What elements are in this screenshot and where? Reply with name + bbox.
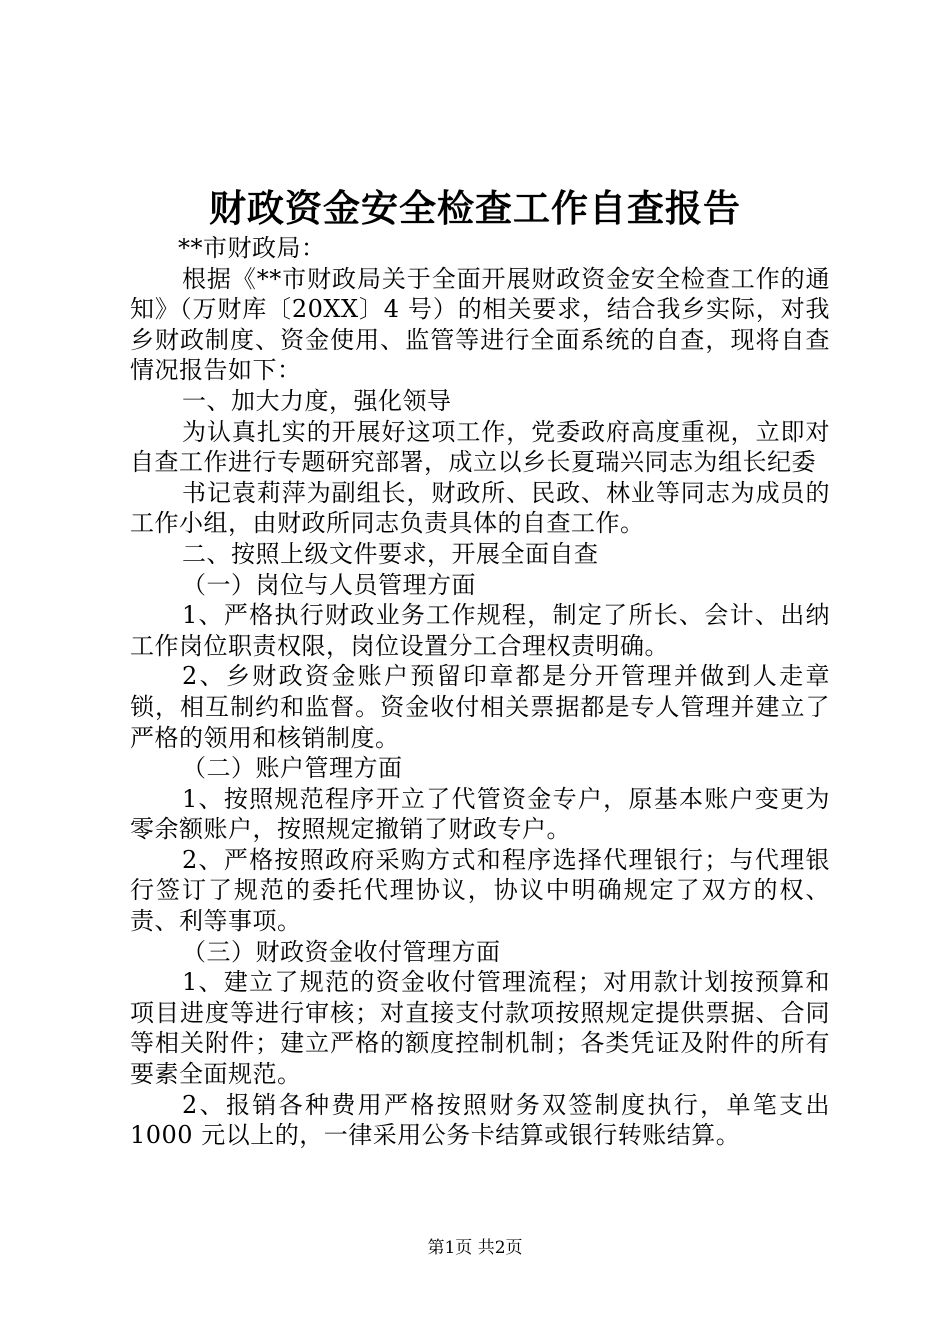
section-heading-1: 一、加大力度，强化领导 bbox=[182, 386, 452, 415]
subsection-heading-3: （三）财政资金收付管理方面 bbox=[182, 937, 501, 966]
section-heading-2: 二、按照上级文件要求，开展全面自查 bbox=[182, 539, 599, 568]
body-paragraph: 2、乡财政资金账户预留印章都是分开管理并做到人走章锁，相互制约和监督。资金收付相关票据都是专人管理并建立了严格的领用和核销制度。 bbox=[130, 662, 830, 752]
body-paragraph: 书记袁莉萍为副组长，财政所、民政、林业等同志为成员的工作小组，由财政所同志负责具体的自查工作。 bbox=[130, 478, 830, 538]
intro-paragraph: 根据《**市财政局关于全面开展财政资金安全检查工作的通知》（万财库〔20XX〕4 号）的相关要求，结合我乡实际，对我乡财政制度、资金使用、监管等进行全面系统的自查，现将自查情况报告如下： bbox=[130, 264, 830, 385]
subsection-heading-1: （一）岗位与人员管理方面 bbox=[182, 570, 476, 599]
document-body bbox=[130, 233, 830, 1151]
body-paragraph: 2、严格按照政府采购方式和程序选择代理银行；与代理银行签订了规范的委托代理协议，协议中明确规定了双方的权、责、利等事项。 bbox=[130, 845, 830, 936]
body-paragraph: 1、严格执行财政业务工作规程，制定了所长、会计、出纳工作岗位职责权限，岗位设置分工合理权责明确。 bbox=[130, 601, 830, 660]
body-paragraph: 1、建立了规范的资金收付管理流程；对用款计划按预算和项目进度等进行审核；对直接支付款项按照规定提供票据、合同等相关附件；建立严格的额度控制机制；各类凭证及附件的所有要素全面规范。 bbox=[130, 968, 830, 1089]
body-paragraph: 1、按照规范程序开立了代管资金专户，原基本账户变更为零余额账户，按照规定撤销了财政专户。 bbox=[130, 784, 830, 844]
salutation: **市财政局： bbox=[178, 234, 326, 262]
body-paragraph: 2、报销各种费用严格按照财务双签制度执行，单笔支出1000 元以上的，一律采用公务卡结算或银行转账结算。 bbox=[130, 1090, 830, 1150]
page-footer: 第1页 共2页 bbox=[427, 1238, 523, 1258]
document-title: 财政资金安全检查工作自查报告 bbox=[209, 186, 741, 230]
body-paragraph: 为认真扎实的开展好这项工作，党委政府高度重视，立即对自查工作进行专题研究部署，成立以乡长夏瑞兴同志为组长纪委 bbox=[130, 417, 830, 477]
subsection-heading-2: （二）账户管理方面 bbox=[182, 754, 403, 783]
